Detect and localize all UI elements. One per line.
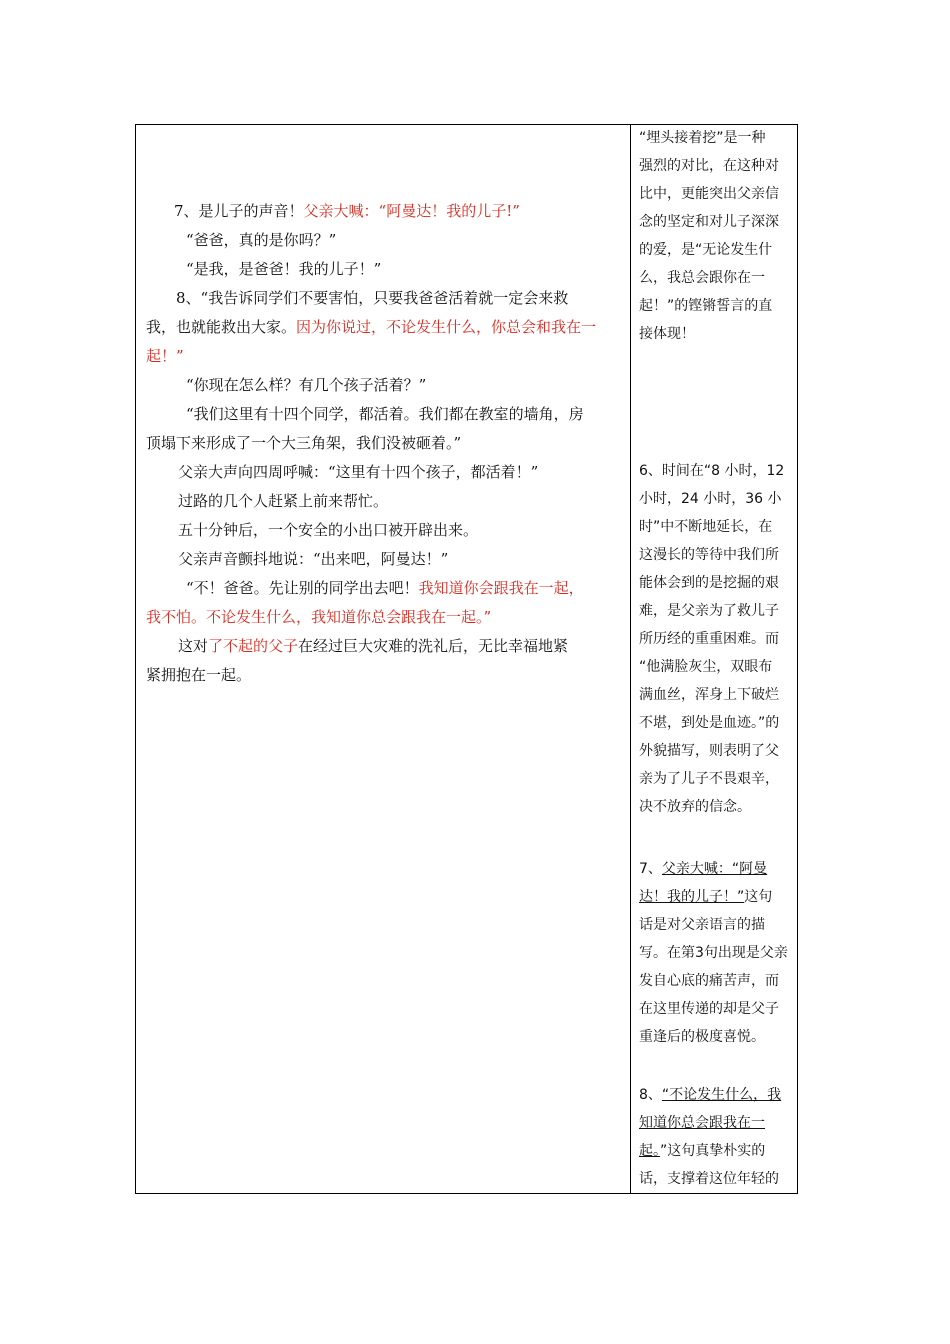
- note6-line: 小时，24 小时，36 小: [639, 491, 782, 507]
- line-father-son-a: [178, 632, 568, 661]
- note7-underline-1: 父亲大喊：“阿曼: [661, 861, 768, 877]
- p8-line2-red: 因为你说过，不论发生什么，你总会和我在一: [296, 318, 597, 336]
- note5-line: 比中，更能突出父亲信: [639, 186, 779, 202]
- line-no-dad-b: 我不怕。不论发生什么，我知道你总会跟我在一起。”: [146, 608, 492, 626]
- note6-line: 满血丝，浑身上下破烂: [639, 687, 779, 703]
- note5-line: 强烈的对比，在这种对: [639, 158, 779, 174]
- note6-line: 这漫长的等待中我们所: [639, 547, 779, 563]
- content-table: [135, 124, 798, 1194]
- paragraph-8-line2: [146, 313, 596, 342]
- note5-line: “埋头接着挖”是一种: [639, 130, 766, 146]
- l10-red1: 我知道你会跟我在一起，: [418, 579, 584, 597]
- note7-underline-2: 达！我的儿子！”: [639, 889, 745, 905]
- note7-line: 重逢后的极度喜悦。: [639, 1029, 765, 1045]
- note7-line: 话是对父亲语言的描: [639, 917, 765, 933]
- note6-line: 决不放弃的信念。: [639, 799, 751, 815]
- note6-line: 难，是父亲为了救儿子: [639, 603, 779, 619]
- note6-line: 时”中不断地延长，在: [639, 519, 773, 535]
- note7-line: 在这里传递的却是父子: [639, 1001, 779, 1017]
- line-its-me: “是我，是爸爸！我的儿子！”: [186, 260, 382, 278]
- note5-line: 的爱，是“无论发生什: [639, 242, 773, 258]
- line-dad-is-it-you: “爸爸，真的是你吗？”: [186, 231, 337, 249]
- l11-b: 在经过巨大灾难的洗礼后，无比幸福地紧: [298, 637, 569, 655]
- note6-line: 外貌描写，则表明了父: [639, 743, 779, 759]
- line-father-shouts: 父亲大声向四周呼喊：“这里有十四个孩子，都活着！”: [178, 463, 539, 481]
- line-father-son-b: 紧拥抱在一起。: [146, 666, 252, 684]
- note6-line: 所历经的重重困难。而: [639, 631, 779, 647]
- note5-line: 接体现！: [639, 326, 695, 342]
- note8-line3: [639, 1137, 765, 1165]
- note6-line: 6、时间在“8 小时，12: [639, 463, 785, 479]
- paragraph-7: [174, 197, 520, 226]
- note8-rest: ”这句真挚朴实的: [660, 1143, 766, 1159]
- note6-line: 亲为了儿子不畏艰辛，: [639, 771, 779, 787]
- line-how-are-you: “你现在怎么样？有几个孩子活着？”: [186, 376, 427, 394]
- note7-prefix: 7、: [639, 861, 662, 877]
- paragraph-8-line1: 8、“我告诉同学们不要害怕，只要我爸爸活着就一定会来救: [176, 289, 569, 307]
- l10-black: “不！爸爸。先让别的同学出去吧！: [186, 579, 419, 597]
- note5-line: 念的坚定和对儿子深深: [639, 214, 779, 230]
- note8-line4: 话，支撑着这位年轻的: [639, 1171, 779, 1187]
- note8-underline-2: 知道你总会跟我在一: [639, 1115, 765, 1131]
- line-fourteen-students-b: 顶塌下来形成了一个大三角架，我们没被砸着。”: [146, 434, 462, 452]
- l11-a: 这对: [178, 637, 209, 655]
- l11-red: 了不起的父子: [208, 637, 299, 655]
- line-fourteen-students-a: “我们这里有十四个同学，都活着。我们都在教室的墙角，房: [186, 405, 584, 423]
- p7-prefix: 7、是儿子的声音！: [174, 202, 304, 220]
- note8-underline-3: 起。: [639, 1143, 660, 1159]
- note8-line1: [639, 1081, 781, 1109]
- line-fifty-minutes: 五十分钟后，一个安全的小出口被开辟出来。: [178, 521, 479, 539]
- note6-line: “他满脸灰尘，双眼布: [639, 659, 773, 675]
- note7-rest: 这句: [744, 889, 773, 905]
- paragraph-8-line3: 起！”: [146, 347, 184, 365]
- note5-line: 起！”的铿锵誓言的直: [639, 298, 773, 314]
- note7-line2: [639, 883, 772, 911]
- line-passersby-help: 过路的几个人赶紧上前来帮忙。: [178, 492, 389, 510]
- story-text-column: [136, 125, 630, 1193]
- commentary-column: [631, 125, 797, 1193]
- note8-prefix: 8、: [639, 1087, 662, 1103]
- p7-red: 父亲大喊：“阿曼达！我的儿子!”: [303, 202, 520, 220]
- note7-line1: [639, 855, 767, 883]
- note8-underline-1: “不论发生什么，我: [661, 1087, 782, 1103]
- p8-line2-black: 我，也就能救出大家。: [146, 318, 297, 336]
- line-no-dad-a: [186, 574, 584, 603]
- note6-line: 不堪，到处是血迹。”的: [639, 715, 780, 731]
- note7-line: 写。在第3句出现是父亲: [639, 945, 788, 961]
- note8-line2: [639, 1109, 765, 1137]
- note6-line: 能体会到的是挖掘的艰: [639, 575, 779, 591]
- note5-line: 么，我总会跟你在一: [639, 270, 765, 286]
- line-come-out: 父亲声音颤抖地说：“出来吧，阿曼达！”: [178, 550, 449, 568]
- note7-line: 发自心底的痛苦声，而: [639, 973, 779, 989]
